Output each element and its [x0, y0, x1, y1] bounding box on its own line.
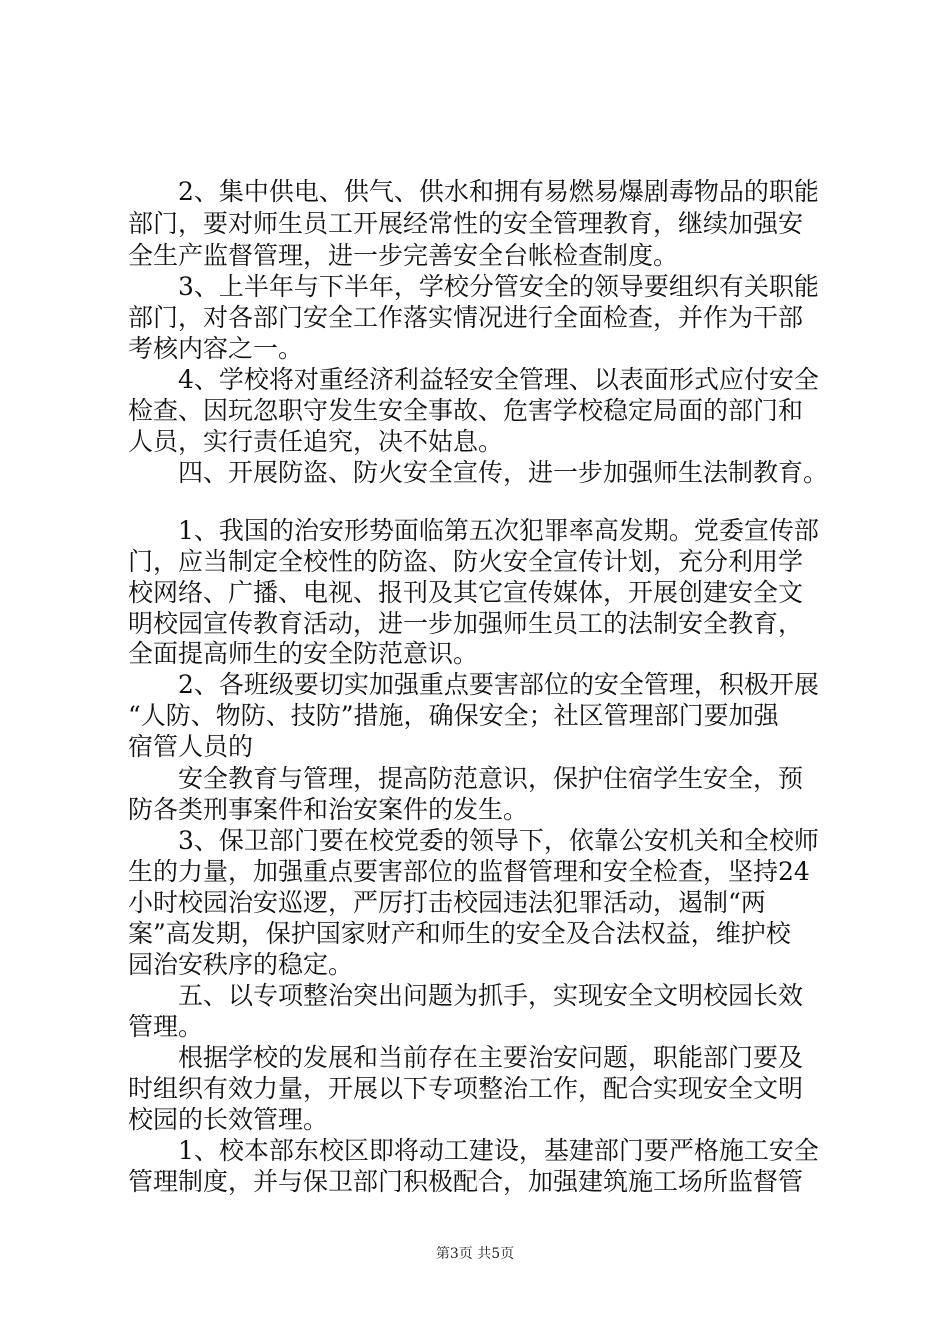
text-line: 生的力量，加强重点要害部位的监督管理和安全检查，坚持24	[128, 857, 810, 886]
text-line: 1、我国的治安形势面临第五次犯罪率高发期。党委宣传部	[178, 516, 819, 545]
section-heading: 四、开展防盗、防火安全宣传，进一步加强师生法制教育。	[178, 458, 829, 487]
text-line: “人防、物防、技防”措施，确保安全；社区管理部门要加强	[128, 701, 779, 730]
text-line: 门，应当制定全校性的防盗、防火安全宣传计划，充分利用学	[128, 547, 804, 576]
text-line: 校网络、广播、电视、报刊及其它宣传媒体，开展创建安全文	[128, 578, 804, 607]
section-heading: 五、以专项整治突出问题为抓手，实现安全文明校园长效	[178, 981, 804, 1010]
text-line: 安全教育与管理，提高防范意识，保护住宿学生安全，预	[178, 764, 804, 793]
text-line: 部门，要对师生员工开展经常性的安全管理教育，继续加强安	[128, 209, 804, 238]
text-line: 校园的长效管理。	[128, 1105, 329, 1134]
text-line: 小时校园治安巡逻，严厉打击校园违法犯罪活动，遏制“两	[128, 888, 766, 917]
text-line: 1、校本部东校区即将动工建设，基建部门要严格施工安全	[178, 1136, 819, 1165]
page-number-footer: 第3页 共5页	[435, 1246, 515, 1262]
text-line: 全面提高师生的安全防范意识。	[128, 639, 479, 668]
text-line: 明校园宣传教育活动，进一步加强师生员工的法制安全教育，	[128, 609, 804, 638]
section-heading: 管理。	[128, 1012, 204, 1041]
text-line: 2、集中供电、供气、供水和拥有易燃易爆剧毒物品的职能	[178, 177, 819, 206]
text-line: 检查、因玩忽职守发生安全事故、危害学校稳定局面的部门和	[128, 396, 804, 425]
text-line: 部门，对各部门安全工作落实情况进行全面检查，并作为干部	[128, 303, 804, 332]
text-line: 防各类刑事案件和治安案件的发生。	[128, 795, 529, 824]
text-line: 园治安秩序的稳定。	[128, 950, 354, 979]
text-line: 2、各班级要切实加强重点要害部位的安全管理，积极开展	[178, 670, 819, 699]
text-line: 3、上半年与下半年，学校分管安全的领导要组织有关职能	[178, 272, 819, 301]
text-line: 管理制度，并与保卫部门积极配合，加强建筑施工场所监督管	[128, 1167, 804, 1196]
text-line: 考核内容之一。	[128, 334, 304, 363]
text-line: 宿管人员的	[128, 732, 254, 761]
text-line: 全生产监督管理，进一步完善安全台帐检查制度。	[128, 241, 679, 270]
text-line: 时组织有效力量，开展以下专项整治工作，配合实现安全文明	[128, 1074, 804, 1103]
text-line: 案”高发期，保护国家财产和师生的安全及合法权益，维护校	[128, 919, 791, 948]
text-line: 3、保卫部门要在校党委的领导下，依靠公安机关和全校师	[178, 826, 819, 855]
text-line: 人员，实行责任追究，决不姑息。	[128, 427, 504, 456]
text-line: 根据学校的发展和当前存在主要治安问题，职能部门要及	[178, 1043, 804, 1072]
text-line: 4、学校将对重经济利益轻安全管理、以表面形式应付安全	[178, 365, 819, 394]
